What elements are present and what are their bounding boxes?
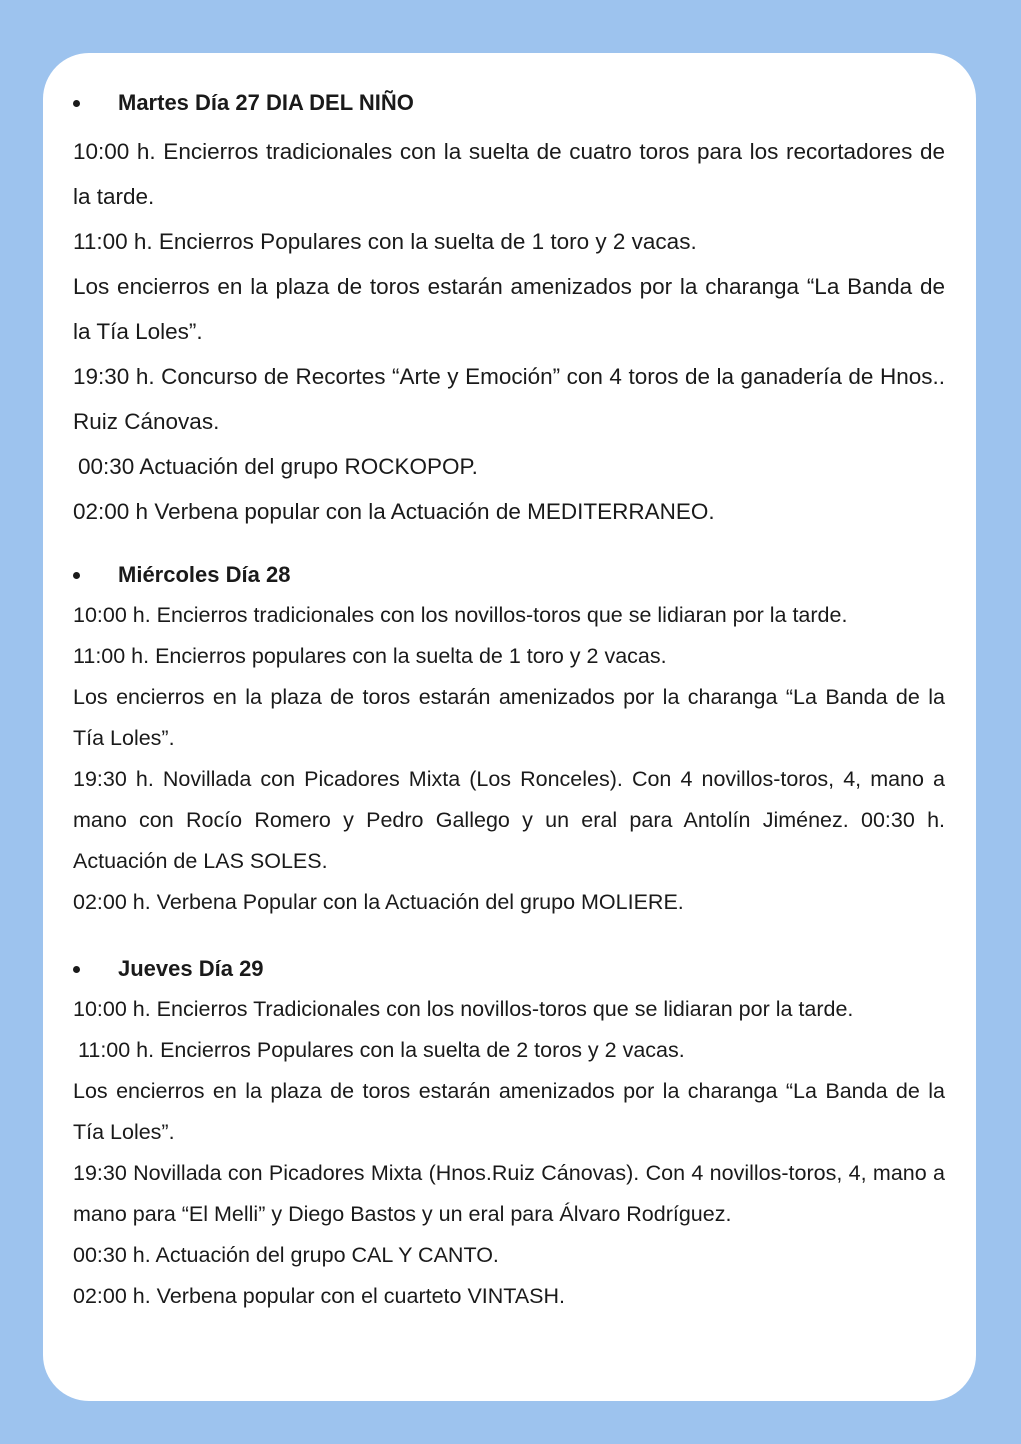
schedule-item: 02:00 h Verbena popular con la Actuación de MEDITERRANEO. — [73, 499, 715, 524]
schedule-item: Los encierros en la plaza de toros estarán amenizados por la charanga “La Banda de la Tía Loles”. — [73, 685, 945, 750]
schedule-item: 11:00 h. Encierros Populares con la suelta de 2 toros y 2 vacas. — [78, 1038, 685, 1062]
schedule-item: 10:00 h. Encierros Tradicionales con los novillos-toros que se lidiaran por la tarde. — [73, 997, 854, 1021]
section-heading: Jueves Día 29 — [73, 954, 945, 984]
schedule-item: 19:30 h. Novillada con Picadores Mixta (Los Ronceles). Con 4 novillos-toros, 4, mano a mano con Rocío Romero y Pedro Gallego y un eral para Antolín Jiménez. 00:30 h. Actuación de LAS SOLES. — [73, 767, 945, 873]
schedule-item: 10:00 h. Encierros tradicionales con la suelta de cuatro toros para los recortadores de la tarde. — [73, 139, 945, 209]
schedule-item: Los encierros en la plaza de toros estarán amenizados por la charanga “La Banda de la Tía Loles”. — [73, 274, 945, 344]
schedule-item: Los encierros en la plaza de toros estarán amenizados por la charanga “La Banda de la Tía Loles”. — [73, 1079, 945, 1144]
schedule-item: 00:30 Actuación del grupo ROCKOPOP. — [78, 454, 478, 479]
section-wednesday — [73, 560, 945, 923]
schedule-item: 11:00 h. Encierros populares con la suelta de 1 toro y 2 vacas. — [73, 644, 667, 668]
section-heading: Miércoles Día 28 — [73, 560, 945, 590]
section-heading: Martes Día 27 DIA DEL NIÑO — [73, 88, 945, 118]
schedule-item: 19:30 Novillada con Picadores Mixta (Hnos.Ruiz Cánovas). Con 4 novillos-toros, 4, mano a mano para “El Melli” y Diego Bastos y un eral para Álvaro Rodríguez. — [73, 1161, 945, 1226]
section-thursday — [73, 954, 945, 1317]
schedule-item: 19:30 h. Concurso de Recortes “Arte y Emoción” con 4 toros de la ganadería de Hnos.. Ruiz Cánovas. — [73, 364, 945, 434]
schedule-item: 10:00 h. Encierros tradicionales con los novillos-toros que se lidiaran por la tarde. — [73, 603, 848, 627]
schedule-item: 02:00 h. Verbena popular con el cuarteto VINTASH. — [73, 1284, 566, 1308]
section-tuesday — [73, 88, 945, 534]
schedule-item: 00:30 h. Actuación del grupo CAL Y CANTO. — [73, 1243, 499, 1267]
schedule-item: 11:00 h. Encierros Populares con la suelta de 1 toro y 2 vacas. — [73, 229, 697, 254]
schedule-item: 02:00 h. Verbena Popular con la Actuación del grupo MOLIERE. — [73, 890, 684, 914]
